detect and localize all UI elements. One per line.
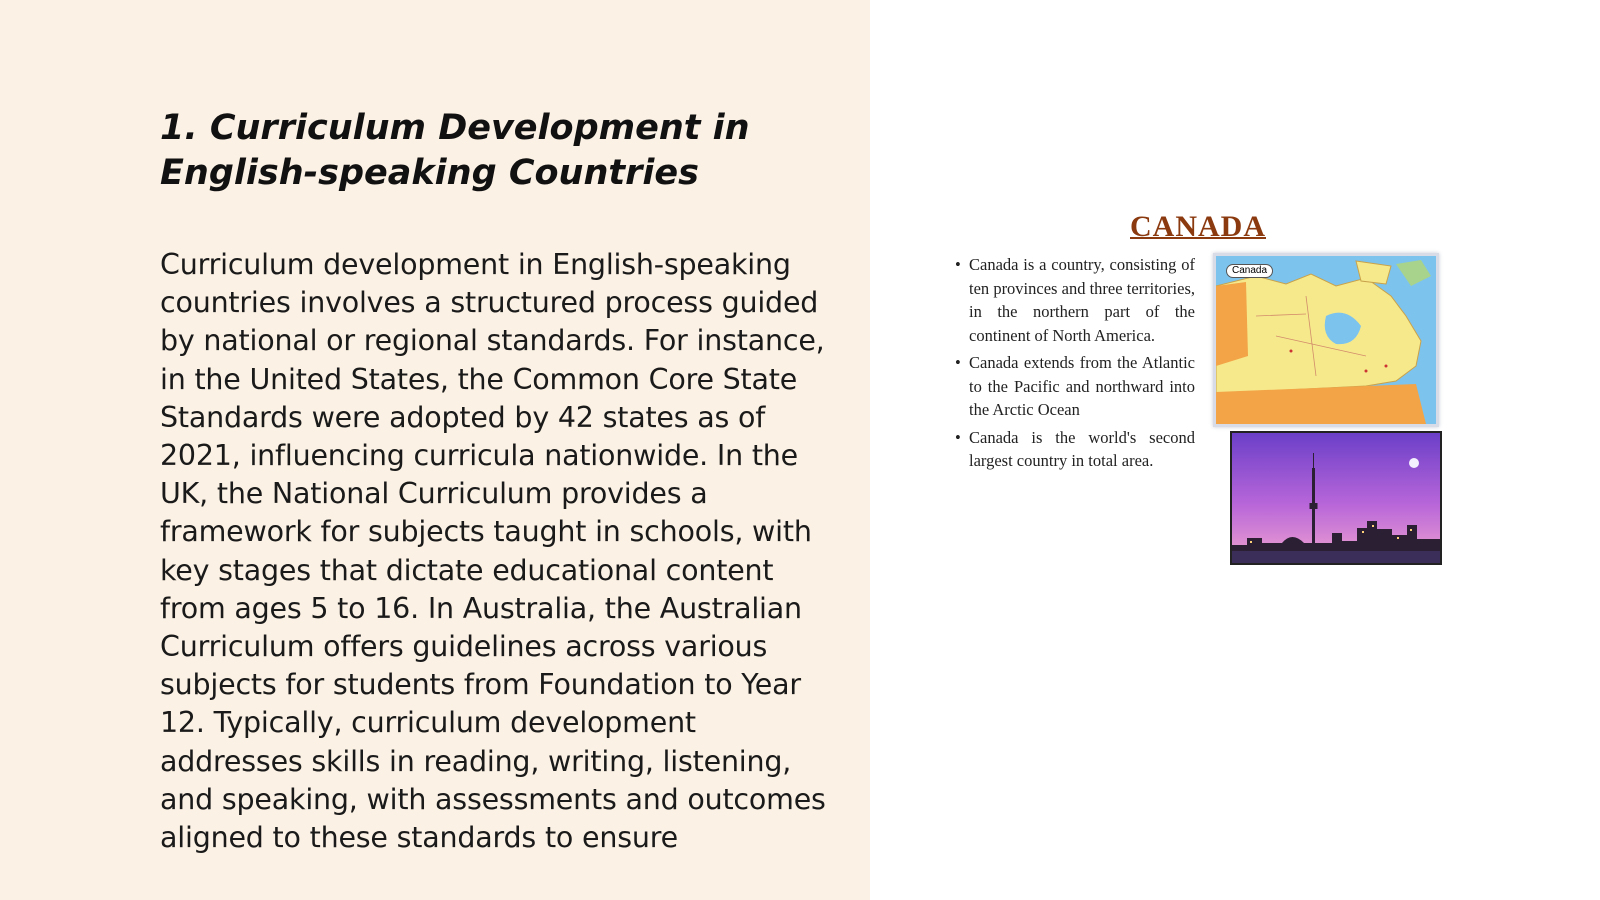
slide-body-text: Curriculum development in English-speaking countries involves a structured process guided by national or regional standards. For instance, in the United States, the Common Core State Standards were adopted by 42 states as of 2021, influencing curricula nationwide. In the UK, the National Curriculum provides a framework for subjects taught in schools, with key stages that dictate educational content from ages 5 to 16. In Australia, the Australian Curriculum offers guidelines across various subjects for students from Foundation to Year 12. Typically, curriculum development addresses skills in reading, writing, listening, and speaking, with assessments and outcomes aligned to these standards to ensure: [160, 248, 826, 855]
skyline-drawing: [1232, 433, 1440, 563]
toronto-skyline-image: [1230, 431, 1442, 565]
list-item: • Canada is a country, consisting of ten provinces and three territories, in the northern part of the continent of North America.: [955, 253, 1195, 347]
canada-map-image: [1213, 253, 1439, 427]
slide-title: 1. Curriculum Development in English-speaking Countries: [160, 108, 750, 193]
canada-infographic: [955, 205, 1455, 575]
list-item: • Canada is the world's second largest country in total area.: [955, 426, 1195, 473]
canada-facts-list: [955, 253, 1195, 477]
canada-map-drawing: [1216, 256, 1436, 424]
canada-heading: CANADA: [1130, 210, 1266, 243]
map-label: Canada: [1226, 264, 1273, 278]
list-item: • Canada extends from the Atlantic to the Pacific and northward into the Arctic Ocean: [955, 351, 1195, 422]
